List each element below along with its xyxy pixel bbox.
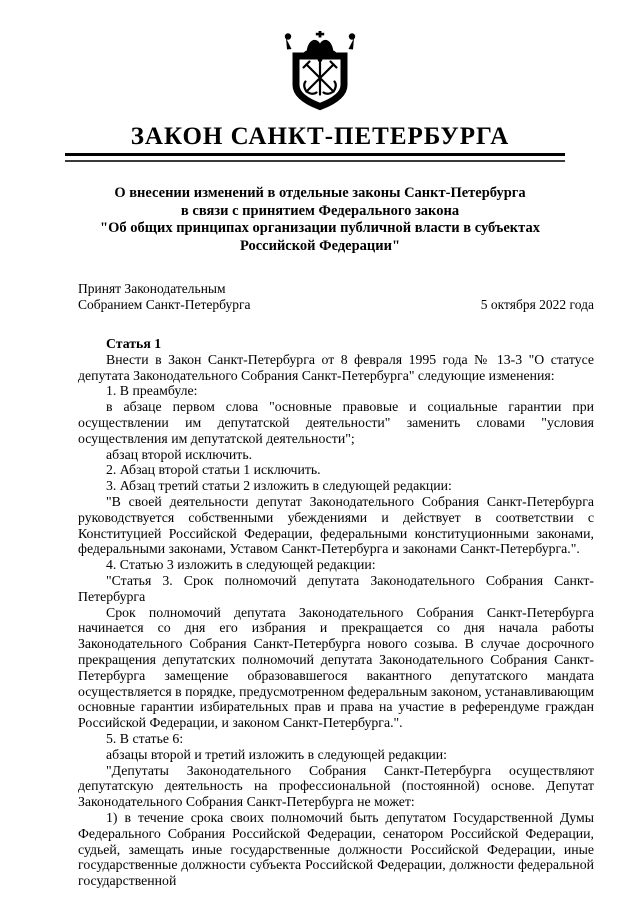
paragraph: в абзаце первом слова "основные правовые и социальные гарантии при осуществлении им депутатской деятельности" заменить словами "условия осуществления им депутатской деятельности"; <box>78 399 594 446</box>
subtitle-line: "Об общих принципах организации публичной власти в субъектах <box>100 220 540 236</box>
adopted-by-line: Собранием Санкт-Петербурга <box>78 297 251 312</box>
paragraph: Срок полномочий депутата Законодательного Собрания Санкт-Петербурга начинается со дня его избрания и прекращается со дня начала работы Законодательного Собрания Санкт-Петербурга нового созыва. В случае досрочного прекращения депутатских полномочий депутата Законодательного Собрания Санкт-Петербурга замещение образовавшегося вакантного депутатского мандата осуществляется в порядке, предусмотренном федеральным законом, устанавливающим основные гарантии избирательных прав и права на участие в референдуме граждан Российской Федерации, и законом Санкт-Петербурга.". <box>78 604 594 731</box>
paragraph: 2. Абзац второй статьи 1 исключить. <box>106 462 321 478</box>
paragraph: Внести в Закон Санкт-Петербурга от 8 февраля 1995 года № 13-3 "О статусе депутата Законодательного Собрания Санкт-Петербурга" следующие изменения: <box>78 351 594 383</box>
paragraph: абзац второй исключить. <box>106 446 253 462</box>
title-divider <box>65 153 565 162</box>
divider-thick-rule <box>65 153 565 156</box>
subtitle-line: Российской Федерации" <box>239 237 401 254</box>
paragraph: "Статья 3. Срок полномочий депутата Законодательного Собрания Санкт-Петербурга <box>78 572 594 604</box>
paragraph: 1. В преамбуле: <box>106 383 198 399</box>
adopted-by <box>78 281 251 313</box>
paragraph: 5. В статье 6: <box>106 730 184 746</box>
emblem-container <box>0 0 640 117</box>
paragraph: 4. Статью 3 изложить в следующей редакции: <box>106 557 376 573</box>
divider-thin-rule <box>65 160 565 162</box>
document-body <box>78 336 594 889</box>
document-subtitle <box>0 185 640 255</box>
adoption-block <box>78 281 594 313</box>
document-title: ЗАКОН САНКТ-ПЕТЕРБУРГА <box>130 123 510 150</box>
paragraph: "Депутаты Законодательного Собрания Санкт-Петербурга осуществляют депутатскую деятельность на профессиональной (постоянной) основе. Депутат Законодательного Собрания Санкт-Петербурга не может: <box>78 762 594 810</box>
paragraph: абзацы второй и третий изложить в следующей редакции: <box>106 746 448 762</box>
paragraph: 3. Абзац третий статьи 2 изложить в следующей редакции: <box>106 478 452 494</box>
adopted-by-line: Принят Законодательным <box>78 281 226 296</box>
paragraph: 1) в течение срока своих полномочий быть депутатом Государственной Думы Федерального Собрания Российской Федерации, сенатором Российской Федерации, судьей, замещать иные государственные должности Российской Федерации, иные государственные должности субъекта Российской Федерации, должности федеральной государственной <box>78 809 594 889</box>
subtitle-line: в связи с принятием Федерального закона <box>180 202 460 219</box>
article-heading: Статья 1 <box>106 336 162 351</box>
paragraph: "В своей деятельности депутат Законодательного Собрания Санкт-Петербурга руководствуется собственными убеждениями и действует в соответствии с Конституцией Российской Федерации, федеральными конституционными законами, федеральными законами, Уставом Санкт-Петербурга и законами Санкт-Петербурга.". <box>78 493 594 557</box>
spb-coat-of-arms-icon <box>275 31 365 117</box>
adoption-date: 5 октября 2022 года <box>480 297 594 312</box>
subtitle-line: О внесении изменений в отдельные законы Санкт-Петербурга <box>114 185 526 201</box>
